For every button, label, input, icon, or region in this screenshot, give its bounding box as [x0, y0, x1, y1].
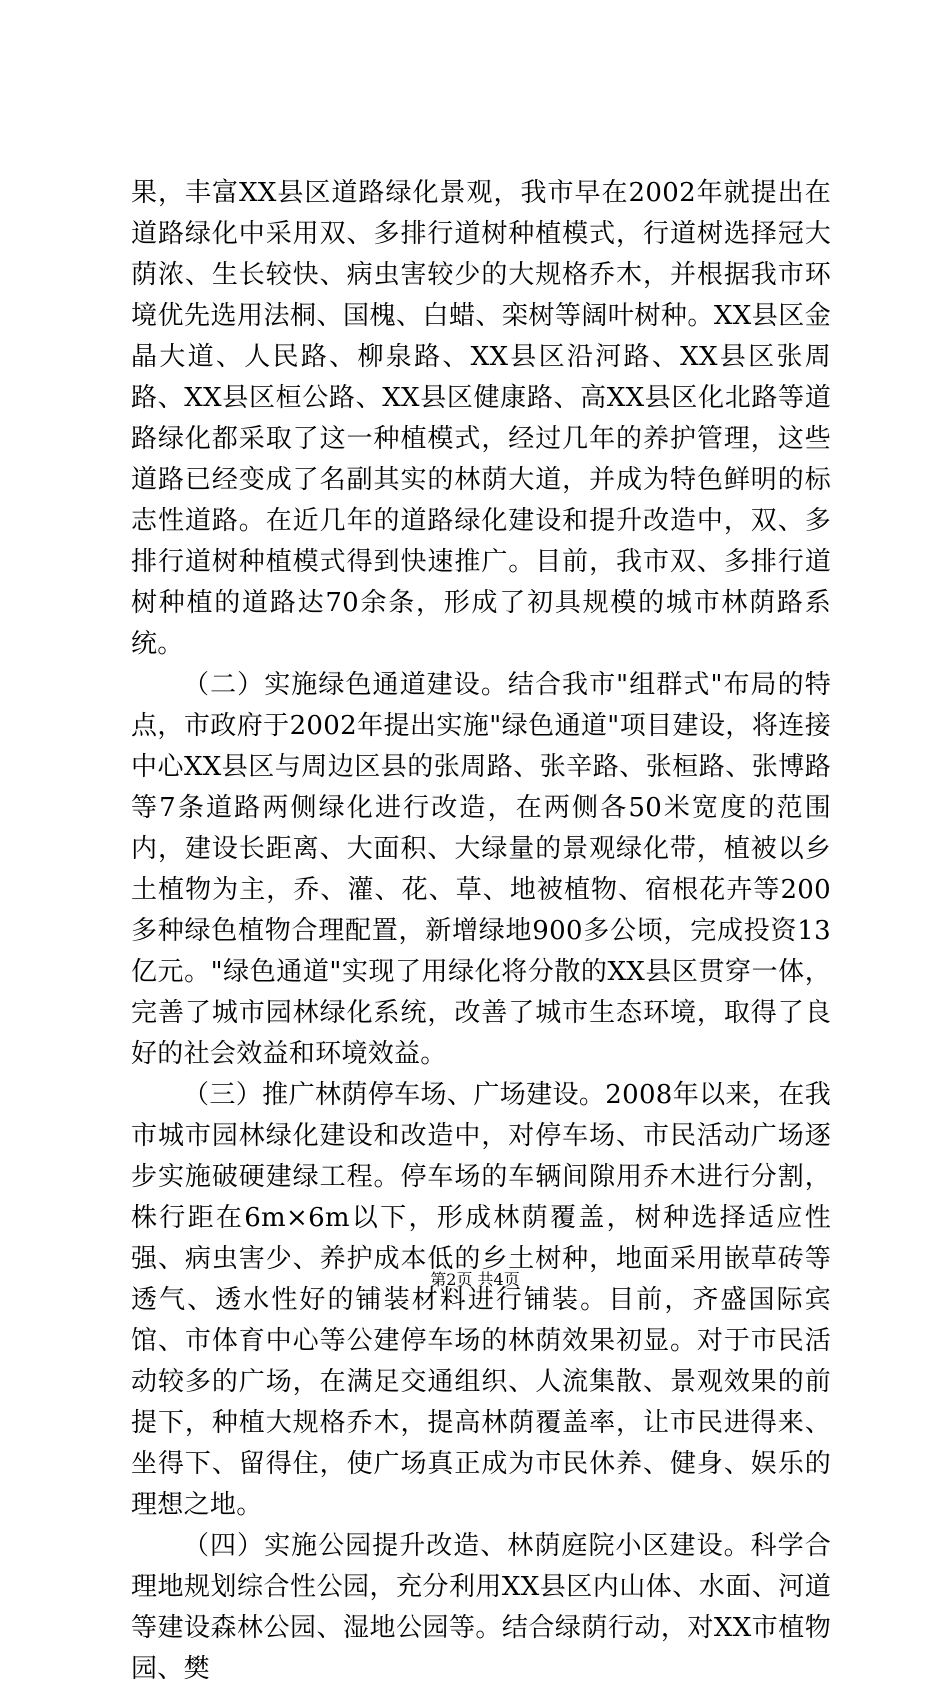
paragraph-green-corridor: （二）实施绿色通道建设。结合我市"组群式"布局的特点，市政府于2002年提出实施"绿色通道"项目建设，将连接中心XX县区与周边区县的张周路、张辛路、张桓路、张博路等7条道路两侧绿化进行改造，在两侧各50米宽度的范围内，建设长距离、大面积、大绿量的景观绿化带，植被以乡土植物为主，乔、灌、花、草、地被植物、宿根花卉等200多种绿色植物合理配置，新增绿地900多公顷，完成投资13亿元。"绿色通道"实现了用绿化将分散的XX县区贯穿一体，完善了城市园林绿化系统，改善了城市生态环境，取得了良好的社会效益和环境效益。 [131, 670, 831, 1069]
document-body [131, 173, 831, 1690]
paragraph-roadside-trees: 果，丰富XX县区道路绿化景观，我市早在2002年就提出在道路绿化中采用双、多排行道树种植模式，行道树选择冠大荫浓、生长较快、病虫害较少的大规格乔木，并根据我市环境优先选用法桐、国槐、白蜡、栾树等阔叶树种。XX县区金晶大道、人民路、柳泉路、XX县区沿河路、XX县区张周路、XX县区桓公路、XX县区健康路、高XX县区化北路等道路绿化都采取了这一种植模式，经过几年的养护管理，这些道路已经变成了名副其实的林荫大道，并成为特色鲜明的标志性道路。在近几年的道路绿化建设和提升改造中，双、多排行道树种植模式得到快速推广。目前，我市双、多排行道树种植的道路达70余条，形成了初具规模的城市林荫路系统。 [131, 178, 831, 659]
paragraph-park-upgrade: （四）实施公园提升改造、林荫庭院小区建设。科学合理地规划综合性公园，充分利用XX县区内山体、水面、河道等建设森林公园、湿地公园等。结合绿荫行动，对XX市植物园、樊 [131, 1531, 831, 1684]
paragraph-shaded-parking: （三）推广林荫停车场、广场建设。2008年以来，在我市城市园林绿化建设和改造中，对停车场、市民活动广场逐步实施破硬建绿工程。停车场的车辆间隙用乔木进行分割，株行距在6m×6m以下，形成林荫覆盖，树种选择适应性强、病虫害少、养护成本低的乡土树种，地面采用嵌草砖等透气、透水性好的铺装材料进行铺装。目前，齐盛国际宾馆、市体育中心等公建停车场的林荫效果初显。对于市民活动较多的广场，在满足交通组织、人流集散、景观效果的前提下，种植大规格乔木，提高林荫覆盖率，让市民进得来、坐得下、留得住，使广场真正成为市民休养、健身、娱乐的理想之地。 [131, 1080, 831, 1520]
page-number-label: 第2页 共4页 [430, 1270, 520, 1289]
page-footer [0, 1270, 950, 1290]
